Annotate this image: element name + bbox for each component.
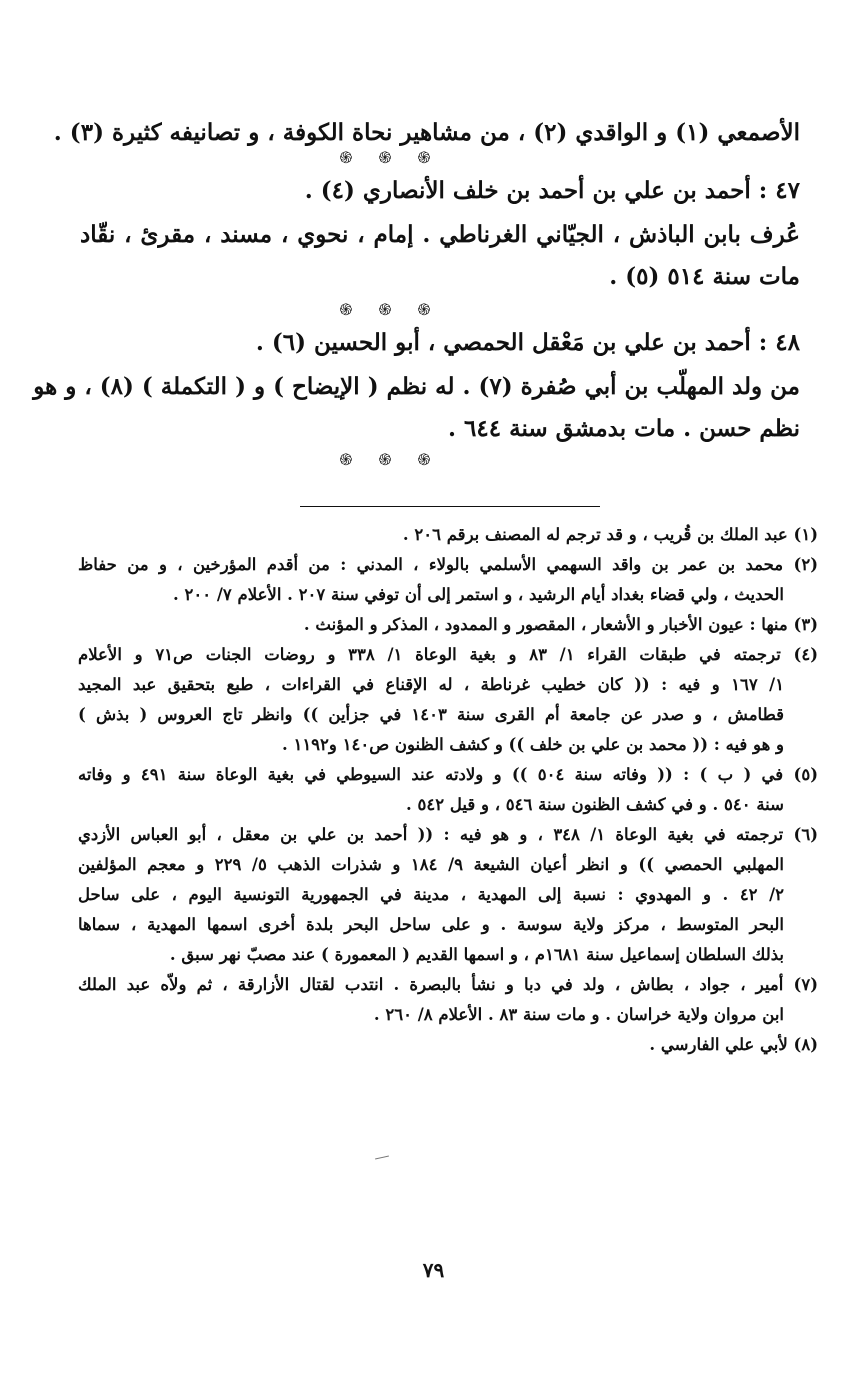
- ornament-icon: ֍: [339, 148, 353, 167]
- footnote-1: (١) عبد الملك بن قُريب ، و قد ترجم له المصنف برقم ٢٠٦ .: [402, 525, 818, 544]
- ornament-row: [80, 450, 690, 470]
- page-number: ٧٩: [422, 1258, 445, 1282]
- footnote-divider: [300, 506, 600, 507]
- footnote-5: (٥) في ( ب ) : (( وفاته سنة ٥٠٤ )) و ولادته عند السيوطي في بغية الوعاة سنة ٤٩١ و وفاته: [78, 765, 818, 784]
- main-text: [33, 118, 800, 470]
- footnote-2: (٢) محمد بن عمر بن واقد السهمي الأسلمي بالولاء ، المدني : من أقدم المؤرخين ، و من حفاظ: [78, 555, 818, 574]
- text-line: عُرف بابن الباذش ، الجيّاني الغرناطي . إمام ، نحوي ، مسند ، مقرئ ، نقّاد: [80, 221, 800, 248]
- entry-heading-47: ٤٧ : أحمد بن علي بن أحمد بن خلف الأنصاري (٤) .: [304, 177, 800, 204]
- footnote-4-cont: قطامش ، و صدر عن جامعة أم القرى سنة ١٤٠٣ في جزأين )) وانظر تاج العروس ( بذش ): [78, 705, 784, 724]
- footnote-8: (٨) لأبي علي الفارسي .: [649, 1035, 818, 1054]
- footnote-4: (٤) ترجمته في طبقات القراء ١/ ٨٣ و بغية الوعاة ١/ ٣٣٨ و روضات الجنات ص٧١ و الأعلام: [78, 645, 818, 664]
- footnote-6-cont: ٢/ ٤٢ . و المهدوي : نسبة إلى المهدية ، مدينة في الجمهورية التونسية اليوم ، على ساحل: [78, 885, 784, 904]
- ornament-row: [80, 300, 690, 320]
- footnote-7-cont: ابن مروان ولاية خراسان . و مات سنة ٨٣ . الأعلام ٨/ ٢٦٠ .: [373, 1005, 784, 1024]
- text-line: من ولد المهلّب بن أبي صُفرة (٧) . له نظم ( الإيضاح ) و ( التكملة ) (٨) ، و هو: [33, 373, 800, 400]
- ornament-icon: ֍: [378, 148, 392, 167]
- footnote-3: (٣) منها : عيون الأخبار و الأشعار ، المقصور و الممدود ، المذكر و المؤنث .: [303, 615, 818, 634]
- ornament-row: [80, 148, 690, 168]
- ornament-icon: ֍: [339, 300, 353, 319]
- footnote-2-cont: الحديث ، ولي قضاء بغداد أيام الرشيد ، و استمر إلى أن توفي سنة ٢٠٧ . الأعلام ٧/ ٢٠٠ .: [173, 585, 784, 604]
- text-line: نظم حسن . مات بدمشق سنة ٦٤٤ .: [448, 415, 800, 442]
- ornament-icon: ֍: [378, 450, 392, 469]
- footnote-7: (٧) أمير ، جواد ، بطاش ، ولد في دبا و نشأ بالبصرة . انتدب لقتال الأزارقة ، ثم ولاّه عبد الملك: [78, 975, 818, 994]
- footnote-5-cont: سنة ٥٤٠ . و في كشف الظنون سنة ٥٤٦ ، و قيل ٥٤٢ .: [406, 795, 784, 814]
- footnote-6-cont: البحر المتوسط ، مركز ولاية سوسة . و على ساحل البحر بلدة أخرى اسمها المهدية ، سماها: [78, 915, 784, 934]
- footnotes: [78, 520, 818, 1060]
- footnote-6-cont: المهلبي الحمصي )) و انظر أعيان الشيعة ٩/ ١٨٤ و شذرات الذهب ٥/ ٢٢٩ و معجم المؤلفين: [78, 855, 784, 874]
- footnote-6-cont: بذلك السلطان إسماعيل سنة ١٦٨١م ، و اسمها القديم ( المعمورة ) عند مصبّ نهر سبق .: [169, 945, 784, 964]
- ornament-icon: ֍: [417, 450, 431, 469]
- footnote-6: (٦) ترجمته في بغية الوعاة ١/ ٣٤٨ ، و هو فيه : (( أحمد بن علي بن معقل ، أبو العباس الأزدي: [78, 825, 819, 844]
- footnote-4-cont: ١/ ١٦٧ و فيه : (( كان خطيب غرناطة ، له الإقناع في القراءات ، طبع بتحقيق عبد المجيد: [78, 675, 784, 694]
- ornament-icon: ֍: [417, 300, 431, 319]
- ornament-icon: ֍: [378, 300, 392, 319]
- entry-heading-48: ٤٨ : أحمد بن علي بن مَعْقل الحمصي ، أبو الحسين (٦) .: [255, 329, 800, 356]
- ornament-icon: ֍: [339, 450, 353, 469]
- text-line: الأصمعي (١) و الواقدي (٢) ، من مشاهير نحاة الكوفة ، و تصانيفه كثيرة (٣) .: [53, 119, 800, 146]
- ornament-icon: ֍: [417, 148, 431, 167]
- scan-mark: [375, 1156, 389, 1160]
- footnote-4-cont: و هو فيه : (( محمد بن علي بن خلف )) و كشف الظنون ص١٤٠ و١١٩٢ .: [281, 735, 784, 754]
- text-line: مات سنة ٥١٤ (٥) .: [609, 263, 800, 290]
